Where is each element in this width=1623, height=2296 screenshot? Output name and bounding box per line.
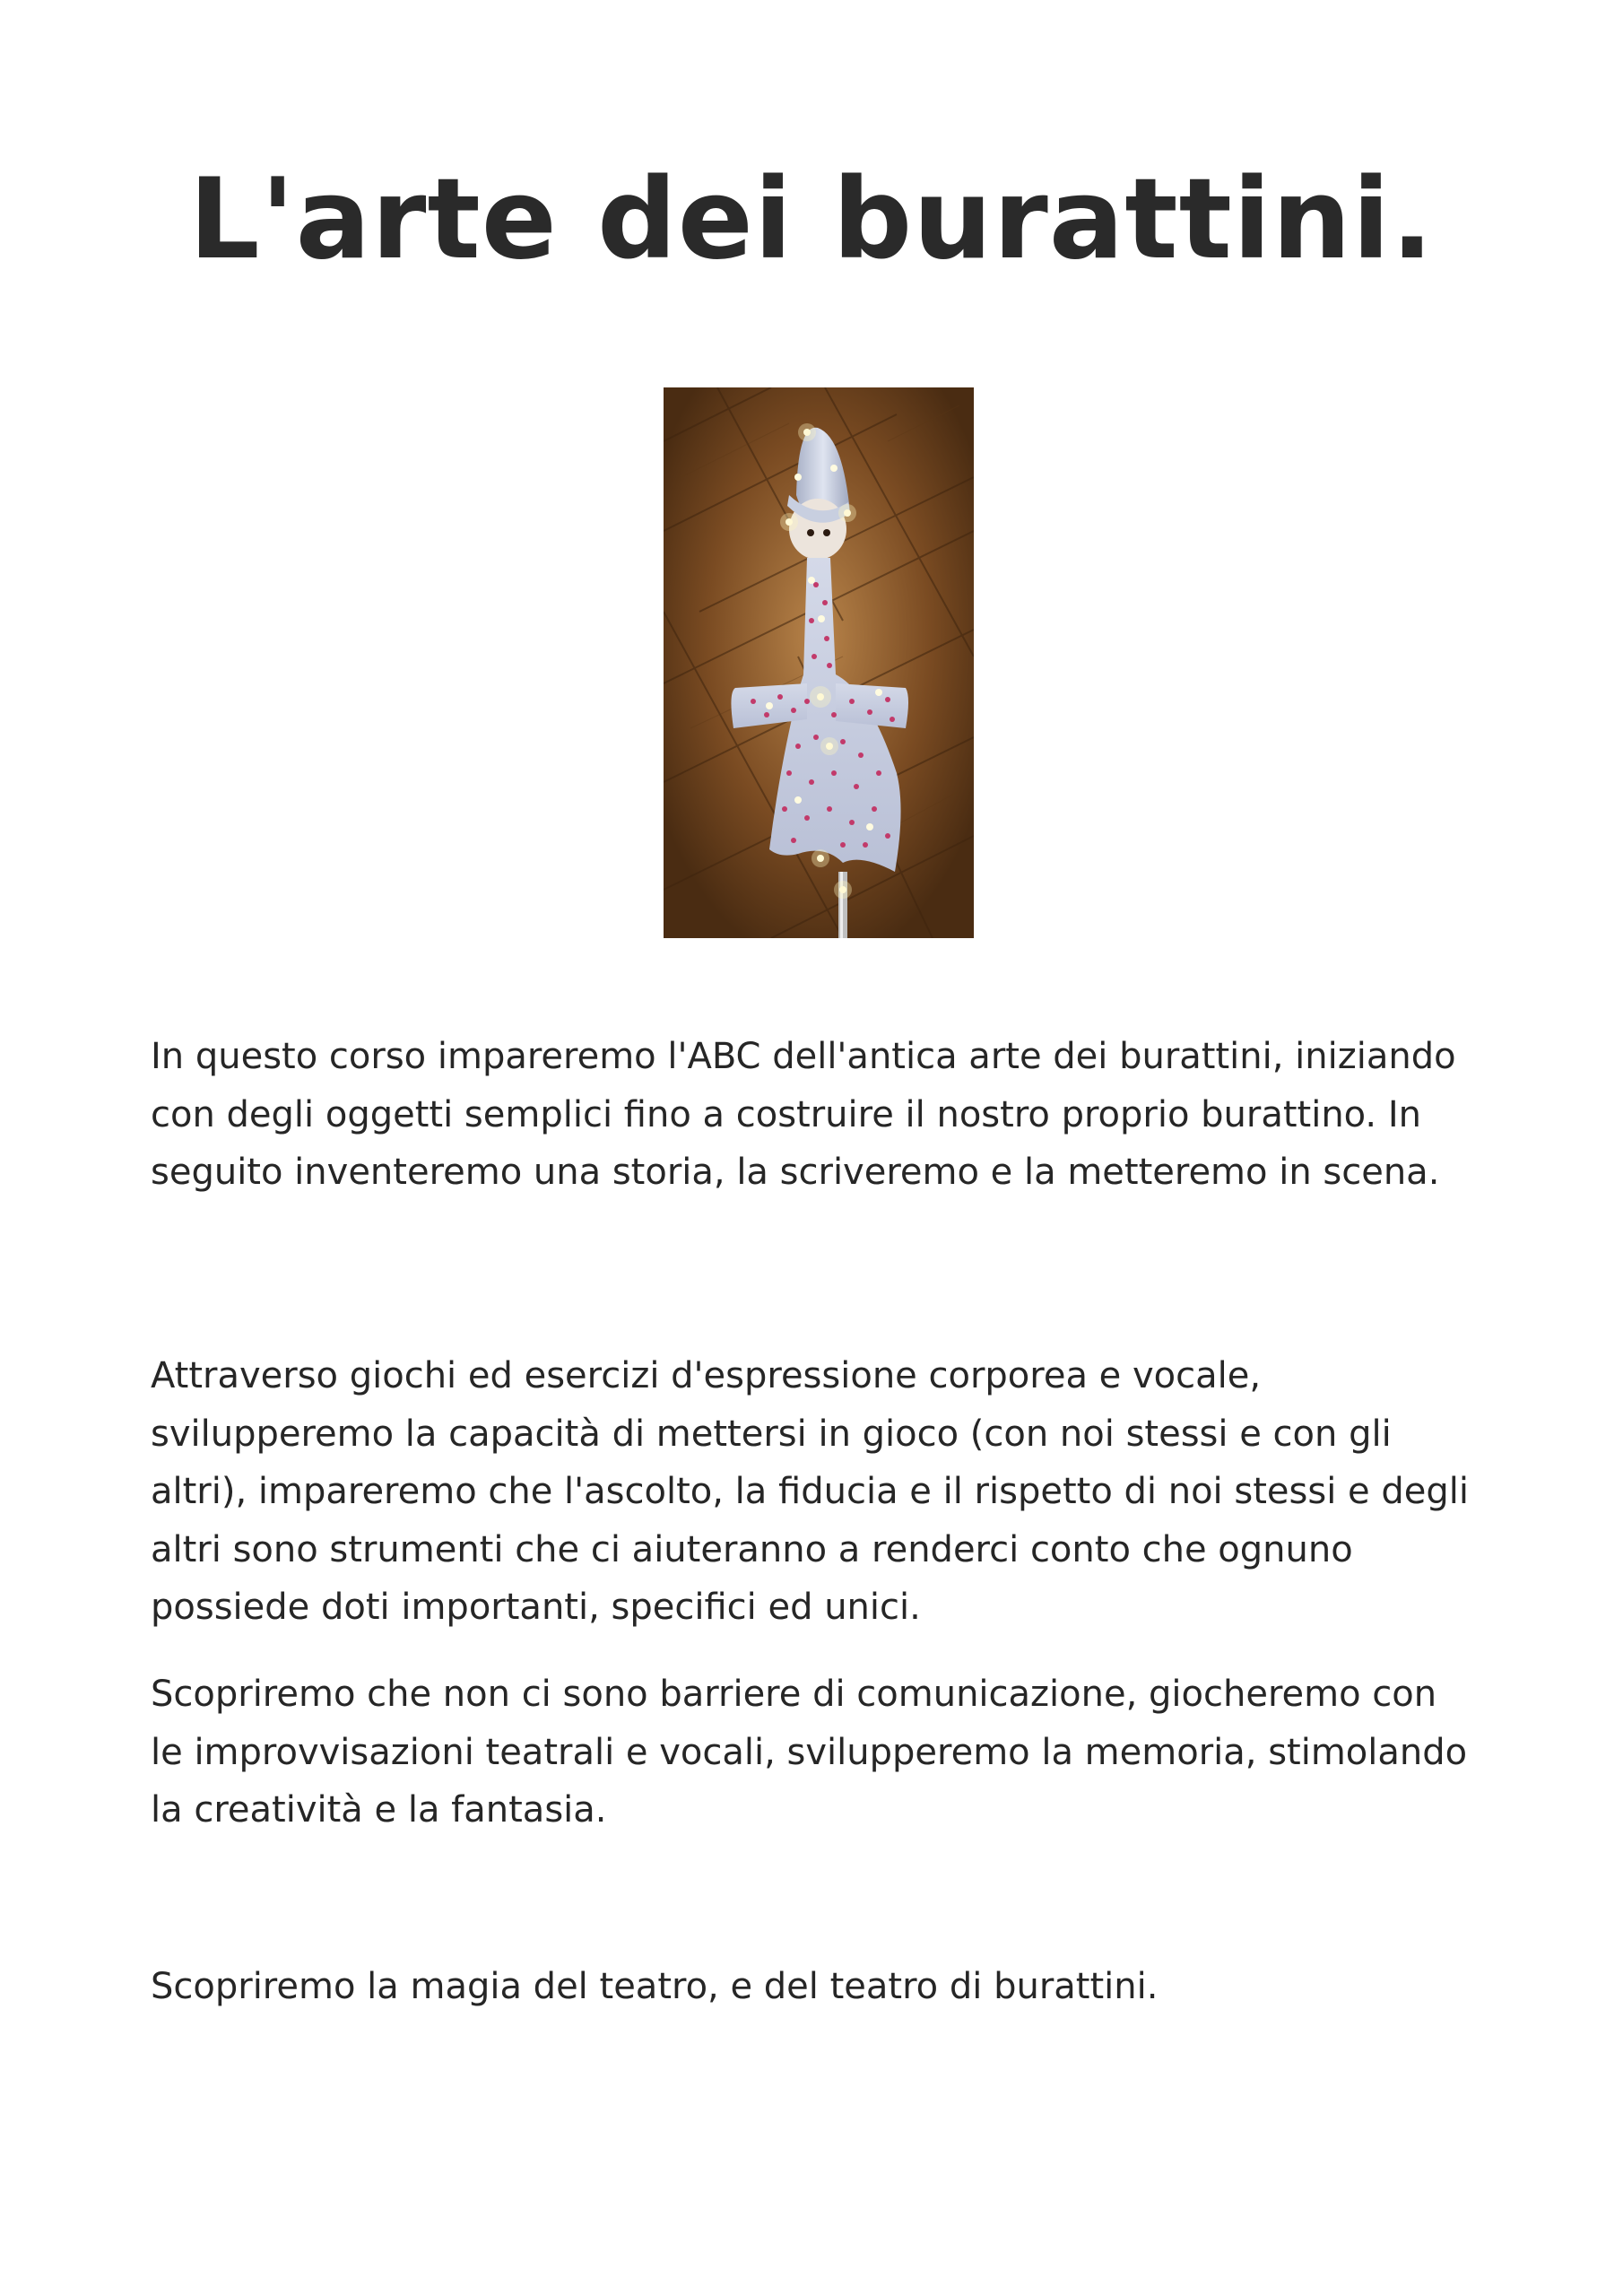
page-title: L'arte dei burattini. xyxy=(188,155,1435,284)
paragraph-course-intro: In questo corso impareremo l'ABC dell'antica arte dei burattini, iniziando con degli oggetti semplici fino a costruire il nostro proprio burattino. In seguito inventeremo una storia, la scriveremo e la metteremo in scena. xyxy=(151,1036,1456,1193)
puppet-photo-image xyxy=(664,387,974,938)
paragraph-expression-games: Attraverso giochi ed esercizi d'espressione corporea e vocale, svilupperemo la capacità di mettersi in gioco (con noi stessi e con gli altri), impareremo che l'ascolto, la fiducia e il rispetto di noi stessi e degli altri sono strumenti che ci aiuteranno a renderci conto che ognuno possiede doti importanti, specifici ed unici. xyxy=(151,1355,1469,1628)
paragraph-communication: Scopriremo che non ci sono barriere di comunicazione, giocheremo con le improvvisazioni teatrali e vocali, svilupperemo la memoria, stimolando la creatività e la fantasia. xyxy=(151,1674,1468,1831)
paragraph-theatre-magic: Scopriremo la magia del teatro, e del teatro di burattini. xyxy=(151,1966,1159,2007)
puppet-photo xyxy=(664,387,974,938)
